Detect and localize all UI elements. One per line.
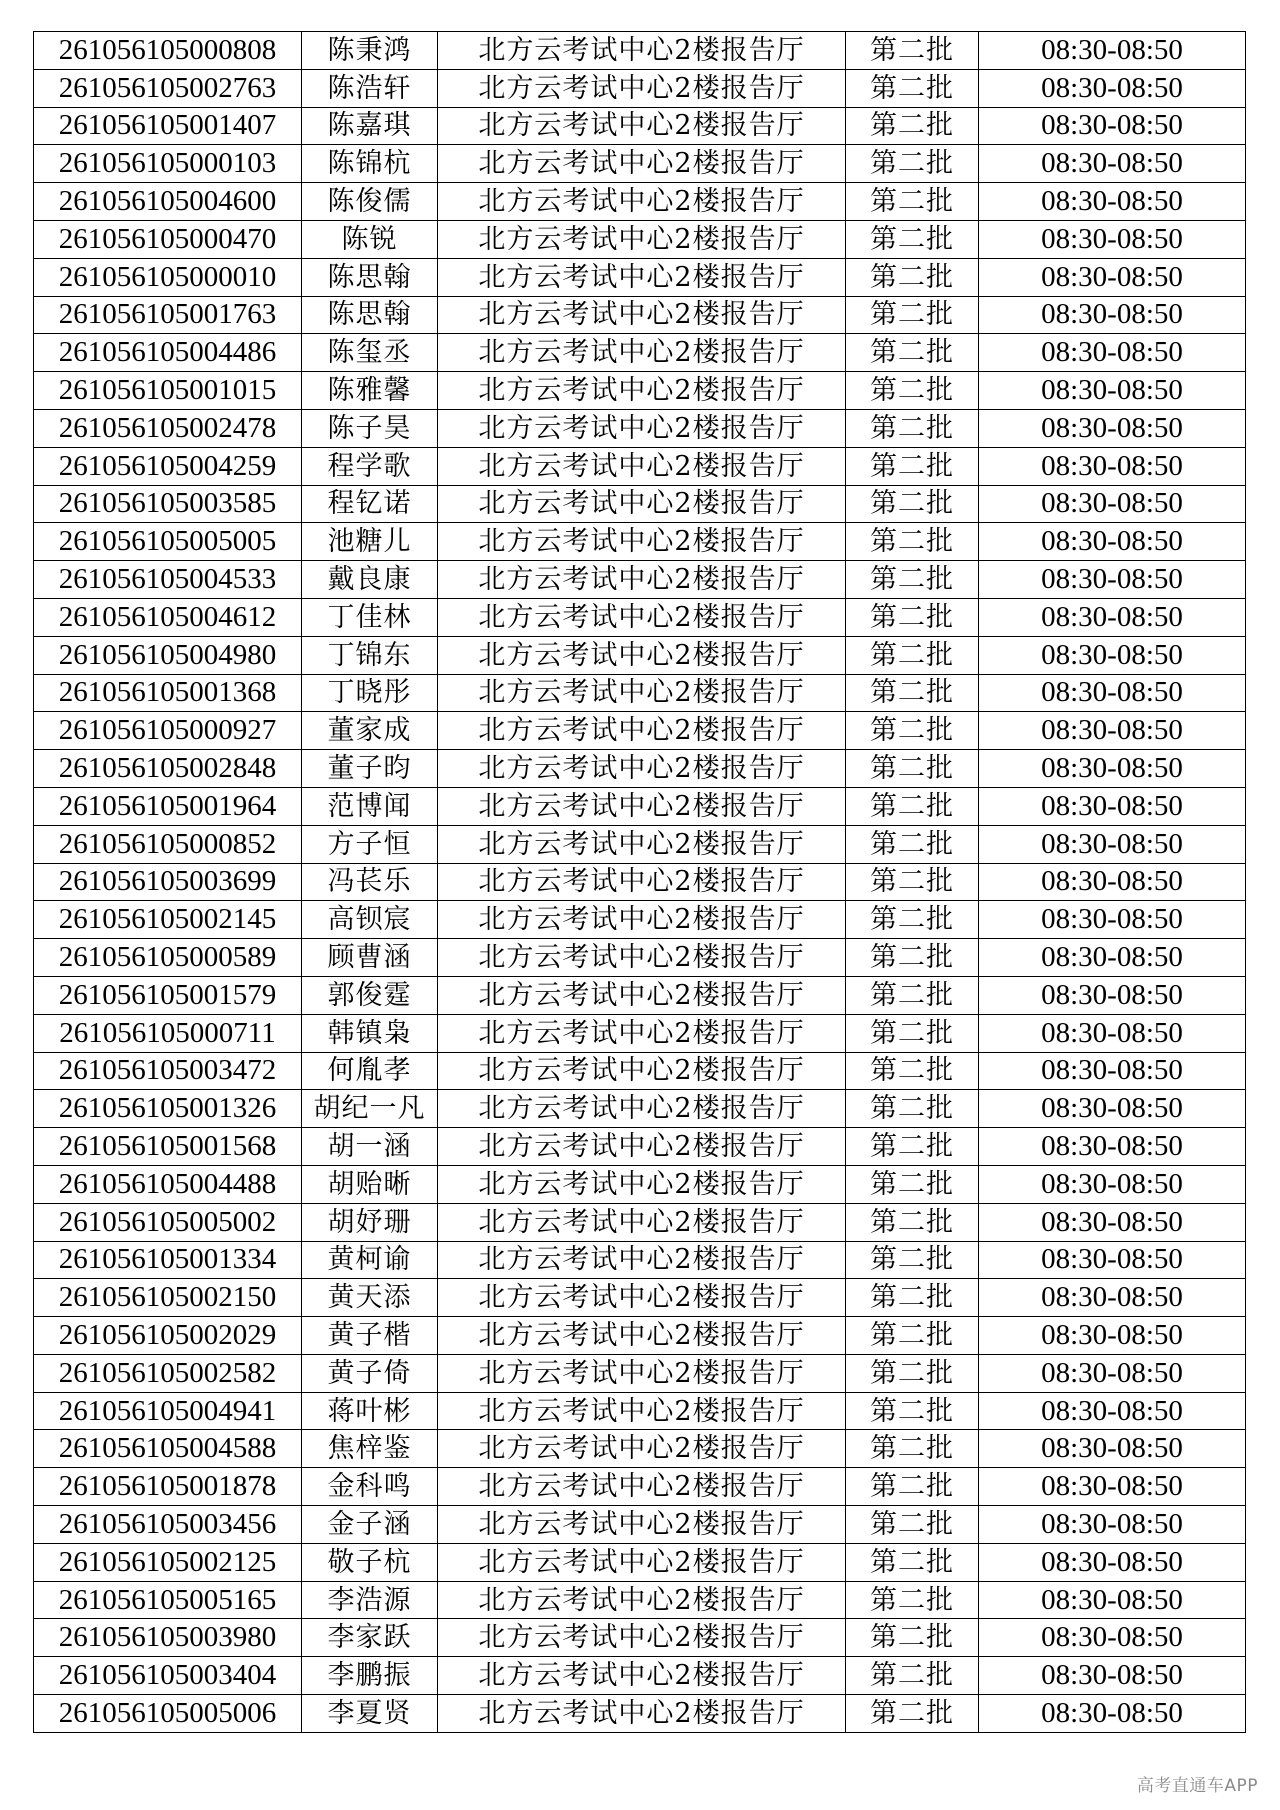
batch-cell: 第二批 bbox=[846, 561, 979, 599]
candidate-name-cell: 冯苌乐 bbox=[302, 863, 438, 901]
batch-cell: 第二批 bbox=[846, 1014, 979, 1052]
venue-cell: 北方云考试中心2楼报告厅 bbox=[438, 976, 846, 1014]
venue-cell: 北方云考试中心2楼报告厅 bbox=[438, 636, 846, 674]
venue-cell: 北方云考试中心2楼报告厅 bbox=[438, 712, 846, 750]
candidate-id-cell: 261056105002848 bbox=[34, 750, 302, 788]
venue-cell: 北方云考试中心2楼报告厅 bbox=[438, 1543, 846, 1581]
venue-cell: 北方云考试中心2楼报告厅 bbox=[438, 1392, 846, 1430]
venue-cell: 北方云考试中心2楼报告厅 bbox=[438, 1014, 846, 1052]
venue-cell: 北方云考试中心2楼报告厅 bbox=[438, 1317, 846, 1355]
time-slot-cell: 08:30-08:50 bbox=[979, 1203, 1246, 1241]
table-row bbox=[34, 939, 1246, 977]
candidate-name-cell: 黄柯谕 bbox=[302, 1241, 438, 1279]
time-slot-cell: 08:30-08:50 bbox=[979, 1506, 1246, 1544]
table-row bbox=[34, 296, 1246, 334]
candidate-name-cell: 李浩源 bbox=[302, 1581, 438, 1619]
time-slot-cell: 08:30-08:50 bbox=[979, 712, 1246, 750]
candidate-id-cell: 261056105004259 bbox=[34, 447, 302, 485]
candidate-id-cell: 261056105002125 bbox=[34, 1543, 302, 1581]
time-slot-cell: 08:30-08:50 bbox=[979, 32, 1246, 70]
venue-cell: 北方云考试中心2楼报告厅 bbox=[438, 258, 846, 296]
venue-cell: 北方云考试中心2楼报告厅 bbox=[438, 447, 846, 485]
batch-cell: 第二批 bbox=[846, 1430, 979, 1468]
batch-cell: 第二批 bbox=[846, 901, 979, 939]
candidate-name-cell: 陈锦杭 bbox=[302, 145, 438, 183]
batch-cell: 第二批 bbox=[846, 258, 979, 296]
candidate-name-cell: 陈秉鸿 bbox=[302, 32, 438, 70]
table-row bbox=[34, 1128, 1246, 1166]
candidate-name-cell: 焦梓鉴 bbox=[302, 1430, 438, 1468]
table-row bbox=[34, 1165, 1246, 1203]
table-row bbox=[34, 258, 1246, 296]
venue-cell: 北方云考试中心2楼报告厅 bbox=[438, 1203, 846, 1241]
time-slot-cell: 08:30-08:50 bbox=[979, 1279, 1246, 1317]
candidate-name-cell: 陈玺丞 bbox=[302, 334, 438, 372]
candidate-name-cell: 黄子楷 bbox=[302, 1317, 438, 1355]
table-row bbox=[34, 1657, 1246, 1695]
time-slot-cell: 08:30-08:50 bbox=[979, 598, 1246, 636]
candidate-id-cell: 261056105000927 bbox=[34, 712, 302, 750]
batch-cell: 第二批 bbox=[846, 598, 979, 636]
candidate-name-cell: 李夏贤 bbox=[302, 1695, 438, 1733]
table-row bbox=[34, 334, 1246, 372]
batch-cell: 第二批 bbox=[846, 1657, 979, 1695]
time-slot-cell: 08:30-08:50 bbox=[979, 1657, 1246, 1695]
candidate-id-cell: 261056105004612 bbox=[34, 598, 302, 636]
table-row bbox=[34, 712, 1246, 750]
batch-cell: 第二批 bbox=[846, 1128, 979, 1166]
time-slot-cell: 08:30-08:50 bbox=[979, 1581, 1246, 1619]
venue-cell: 北方云考试中心2楼报告厅 bbox=[438, 145, 846, 183]
candidate-id-cell: 261056105000808 bbox=[34, 32, 302, 70]
candidate-name-cell: 陈子昊 bbox=[302, 409, 438, 447]
venue-cell: 北方云考试中心2楼报告厅 bbox=[438, 1241, 846, 1279]
candidate-id-cell: 261056105005165 bbox=[34, 1581, 302, 1619]
table-row bbox=[34, 69, 1246, 107]
time-slot-cell: 08:30-08:50 bbox=[979, 1619, 1246, 1657]
candidate-id-cell: 261056105001368 bbox=[34, 674, 302, 712]
time-slot-cell: 08:30-08:50 bbox=[979, 1052, 1246, 1090]
table-row bbox=[34, 863, 1246, 901]
candidate-name-cell: 陈浩轩 bbox=[302, 69, 438, 107]
venue-cell: 北方云考试中心2楼报告厅 bbox=[438, 1506, 846, 1544]
venue-cell: 北方云考试中心2楼报告厅 bbox=[438, 1695, 846, 1733]
venue-cell: 北方云考试中心2楼报告厅 bbox=[438, 1581, 846, 1619]
venue-cell: 北方云考试中心2楼报告厅 bbox=[438, 409, 846, 447]
venue-cell: 北方云考试中心2楼报告厅 bbox=[438, 825, 846, 863]
candidate-id-cell: 261056105003980 bbox=[34, 1619, 302, 1657]
candidate-id-cell: 261056105004588 bbox=[34, 1430, 302, 1468]
batch-cell: 第二批 bbox=[846, 1317, 979, 1355]
table-row bbox=[34, 787, 1246, 825]
venue-cell: 北方云考试中心2楼报告厅 bbox=[438, 220, 846, 258]
candidate-name-cell: 高钡宸 bbox=[302, 901, 438, 939]
venue-cell: 北方云考试中心2楼报告厅 bbox=[438, 334, 846, 372]
time-slot-cell: 08:30-08:50 bbox=[979, 372, 1246, 410]
batch-cell: 第二批 bbox=[846, 334, 979, 372]
time-slot-cell: 08:30-08:50 bbox=[979, 183, 1246, 221]
time-slot-cell: 08:30-08:50 bbox=[979, 485, 1246, 523]
venue-cell: 北方云考试中心2楼报告厅 bbox=[438, 1279, 846, 1317]
candidate-name-cell: 陈锐 bbox=[302, 220, 438, 258]
batch-cell: 第二批 bbox=[846, 372, 979, 410]
candidate-name-cell: 范博闻 bbox=[302, 787, 438, 825]
table-row bbox=[34, 1695, 1246, 1733]
candidate-id-cell: 261056105004486 bbox=[34, 334, 302, 372]
table-row bbox=[34, 901, 1246, 939]
venue-cell: 北方云考试中心2楼报告厅 bbox=[438, 523, 846, 561]
batch-cell: 第二批 bbox=[846, 485, 979, 523]
table-row bbox=[34, 1543, 1246, 1581]
time-slot-cell: 08:30-08:50 bbox=[979, 1468, 1246, 1506]
time-slot-cell: 08:30-08:50 bbox=[979, 1241, 1246, 1279]
table-row bbox=[34, 825, 1246, 863]
batch-cell: 第二批 bbox=[846, 712, 979, 750]
time-slot-cell: 08:30-08:50 bbox=[979, 447, 1246, 485]
candidate-id-cell: 261056105004980 bbox=[34, 636, 302, 674]
candidate-id-cell: 261056105000711 bbox=[34, 1014, 302, 1052]
time-slot-cell: 08:30-08:50 bbox=[979, 636, 1246, 674]
table-row bbox=[34, 183, 1246, 221]
candidate-id-cell: 261056105002029 bbox=[34, 1317, 302, 1355]
batch-cell: 第二批 bbox=[846, 69, 979, 107]
candidate-name-cell: 陈雅馨 bbox=[302, 372, 438, 410]
candidate-name-cell: 程钇诺 bbox=[302, 485, 438, 523]
candidate-name-cell: 丁晓彤 bbox=[302, 674, 438, 712]
time-slot-cell: 08:30-08:50 bbox=[979, 1354, 1246, 1392]
batch-cell: 第二批 bbox=[846, 1279, 979, 1317]
candidate-id-cell: 261056105001326 bbox=[34, 1090, 302, 1128]
batch-cell: 第二批 bbox=[846, 1090, 979, 1128]
time-slot-cell: 08:30-08:50 bbox=[979, 1695, 1246, 1733]
batch-cell: 第二批 bbox=[846, 1354, 979, 1392]
time-slot-cell: 08:30-08:50 bbox=[979, 1128, 1246, 1166]
candidate-name-cell: 董子昀 bbox=[302, 750, 438, 788]
candidate-name-cell: 陈嘉琪 bbox=[302, 107, 438, 145]
time-slot-cell: 08:30-08:50 bbox=[979, 523, 1246, 561]
table-row bbox=[34, 750, 1246, 788]
venue-cell: 北方云考试中心2楼报告厅 bbox=[438, 1430, 846, 1468]
venue-cell: 北方云考试中心2楼报告厅 bbox=[438, 1619, 846, 1657]
time-slot-cell: 08:30-08:50 bbox=[979, 145, 1246, 183]
candidate-name-cell: 何胤孝 bbox=[302, 1052, 438, 1090]
table-row bbox=[34, 372, 1246, 410]
table-row bbox=[34, 636, 1246, 674]
time-slot-cell: 08:30-08:50 bbox=[979, 901, 1246, 939]
candidate-name-cell: 金科鸣 bbox=[302, 1468, 438, 1506]
exam-roster-table bbox=[33, 31, 1246, 1733]
time-slot-cell: 08:30-08:50 bbox=[979, 1165, 1246, 1203]
time-slot-cell: 08:30-08:50 bbox=[979, 1543, 1246, 1581]
time-slot-cell: 08:30-08:50 bbox=[979, 976, 1246, 1014]
batch-cell: 第二批 bbox=[846, 1392, 979, 1430]
candidate-name-cell: 郭俊霆 bbox=[302, 976, 438, 1014]
candidate-name-cell: 丁锦东 bbox=[302, 636, 438, 674]
venue-cell: 北方云考试中心2楼报告厅 bbox=[438, 107, 846, 145]
table-row bbox=[34, 1430, 1246, 1468]
batch-cell: 第二批 bbox=[846, 220, 979, 258]
candidate-id-cell: 261056105003456 bbox=[34, 1506, 302, 1544]
batch-cell: 第二批 bbox=[846, 1165, 979, 1203]
candidate-id-cell: 261056105000010 bbox=[34, 258, 302, 296]
table-row bbox=[34, 976, 1246, 1014]
candidate-id-cell: 261056105000589 bbox=[34, 939, 302, 977]
venue-cell: 北方云考试中心2楼报告厅 bbox=[438, 183, 846, 221]
table-row bbox=[34, 1392, 1246, 1430]
candidate-name-cell: 黄子倚 bbox=[302, 1354, 438, 1392]
table-row bbox=[34, 32, 1246, 70]
time-slot-cell: 08:30-08:50 bbox=[979, 409, 1246, 447]
venue-cell: 北方云考试中心2楼报告厅 bbox=[438, 372, 846, 410]
batch-cell: 第二批 bbox=[846, 939, 979, 977]
venue-cell: 北方云考试中心2楼报告厅 bbox=[438, 863, 846, 901]
venue-cell: 北方云考试中心2楼报告厅 bbox=[438, 561, 846, 599]
table-row bbox=[34, 598, 1246, 636]
candidate-name-cell: 程学歌 bbox=[302, 447, 438, 485]
candidate-id-cell: 261056105001763 bbox=[34, 296, 302, 334]
candidate-id-cell: 261056105000852 bbox=[34, 825, 302, 863]
candidate-id-cell: 261056105002582 bbox=[34, 1354, 302, 1392]
candidate-name-cell: 方子恒 bbox=[302, 825, 438, 863]
batch-cell: 第二批 bbox=[846, 523, 979, 561]
venue-cell: 北方云考试中心2楼报告厅 bbox=[438, 1165, 846, 1203]
batch-cell: 第二批 bbox=[846, 1052, 979, 1090]
candidate-id-cell: 261056105005002 bbox=[34, 1203, 302, 1241]
table-row bbox=[34, 220, 1246, 258]
candidate-id-cell: 261056105003404 bbox=[34, 1657, 302, 1695]
table-row bbox=[34, 1052, 1246, 1090]
table-row bbox=[34, 1317, 1246, 1355]
batch-cell: 第二批 bbox=[846, 32, 979, 70]
candidate-id-cell: 261056105003699 bbox=[34, 863, 302, 901]
batch-cell: 第二批 bbox=[846, 825, 979, 863]
table-row bbox=[34, 1241, 1246, 1279]
candidate-name-cell: 敬子杭 bbox=[302, 1543, 438, 1581]
candidate-name-cell: 丁佳林 bbox=[302, 598, 438, 636]
candidate-id-cell: 261056105001568 bbox=[34, 1128, 302, 1166]
candidate-id-cell: 261056105000470 bbox=[34, 220, 302, 258]
venue-cell: 北方云考试中心2楼报告厅 bbox=[438, 598, 846, 636]
table-row bbox=[34, 107, 1246, 145]
candidate-id-cell: 261056105004600 bbox=[34, 183, 302, 221]
candidate-id-cell: 261056105002478 bbox=[34, 409, 302, 447]
table-row bbox=[34, 561, 1246, 599]
table-row bbox=[34, 1619, 1246, 1657]
batch-cell: 第二批 bbox=[846, 674, 979, 712]
venue-cell: 北方云考试中心2楼报告厅 bbox=[438, 32, 846, 70]
candidate-name-cell: 韩镇枭 bbox=[302, 1014, 438, 1052]
venue-cell: 北方云考试中心2楼报告厅 bbox=[438, 1128, 846, 1166]
time-slot-cell: 08:30-08:50 bbox=[979, 296, 1246, 334]
venue-cell: 北方云考试中心2楼报告厅 bbox=[438, 1052, 846, 1090]
batch-cell: 第二批 bbox=[846, 107, 979, 145]
candidate-id-cell: 261056105002150 bbox=[34, 1279, 302, 1317]
table-row bbox=[34, 1468, 1246, 1506]
batch-cell: 第二批 bbox=[846, 750, 979, 788]
venue-cell: 北方云考试中心2楼报告厅 bbox=[438, 750, 846, 788]
time-slot-cell: 08:30-08:50 bbox=[979, 825, 1246, 863]
table-row bbox=[34, 485, 1246, 523]
time-slot-cell: 08:30-08:50 bbox=[979, 220, 1246, 258]
batch-cell: 第二批 bbox=[846, 863, 979, 901]
time-slot-cell: 08:30-08:50 bbox=[979, 674, 1246, 712]
table-row bbox=[34, 1014, 1246, 1052]
time-slot-cell: 08:30-08:50 bbox=[979, 1317, 1246, 1355]
batch-cell: 第二批 bbox=[846, 183, 979, 221]
batch-cell: 第二批 bbox=[846, 409, 979, 447]
candidate-name-cell: 黄天添 bbox=[302, 1279, 438, 1317]
table-row bbox=[34, 1506, 1246, 1544]
venue-cell: 北方云考试中心2楼报告厅 bbox=[438, 485, 846, 523]
candidate-name-cell: 戴良康 bbox=[302, 561, 438, 599]
batch-cell: 第二批 bbox=[846, 787, 979, 825]
candidate-id-cell: 261056105004533 bbox=[34, 561, 302, 599]
venue-cell: 北方云考试中心2楼报告厅 bbox=[438, 901, 846, 939]
batch-cell: 第二批 bbox=[846, 1581, 979, 1619]
table-row bbox=[34, 674, 1246, 712]
batch-cell: 第二批 bbox=[846, 1695, 979, 1733]
time-slot-cell: 08:30-08:50 bbox=[979, 1392, 1246, 1430]
table-row bbox=[34, 145, 1246, 183]
table-row bbox=[34, 409, 1246, 447]
time-slot-cell: 08:30-08:50 bbox=[979, 69, 1246, 107]
table-row bbox=[34, 1354, 1246, 1392]
batch-cell: 第二批 bbox=[846, 976, 979, 1014]
table-row bbox=[34, 1203, 1246, 1241]
candidate-id-cell: 261056105002145 bbox=[34, 901, 302, 939]
batch-cell: 第二批 bbox=[846, 1203, 979, 1241]
candidate-name-cell: 董家成 bbox=[302, 712, 438, 750]
time-slot-cell: 08:30-08:50 bbox=[979, 1014, 1246, 1052]
candidate-id-cell: 261056105001407 bbox=[34, 107, 302, 145]
venue-cell: 北方云考试中心2楼报告厅 bbox=[438, 1468, 846, 1506]
venue-cell: 北方云考试中心2楼报告厅 bbox=[438, 296, 846, 334]
table-row bbox=[34, 1279, 1246, 1317]
time-slot-cell: 08:30-08:50 bbox=[979, 939, 1246, 977]
candidate-name-cell: 池糖儿 bbox=[302, 523, 438, 561]
candidate-id-cell: 261056105001964 bbox=[34, 787, 302, 825]
batch-cell: 第二批 bbox=[846, 447, 979, 485]
venue-cell: 北方云考试中心2楼报告厅 bbox=[438, 1090, 846, 1128]
table-row bbox=[34, 1090, 1246, 1128]
candidate-id-cell: 261056105003472 bbox=[34, 1052, 302, 1090]
time-slot-cell: 08:30-08:50 bbox=[979, 334, 1246, 372]
candidate-name-cell: 顾曹涵 bbox=[302, 939, 438, 977]
time-slot-cell: 08:30-08:50 bbox=[979, 1090, 1246, 1128]
time-slot-cell: 08:30-08:50 bbox=[979, 258, 1246, 296]
candidate-name-cell: 胡妤珊 bbox=[302, 1203, 438, 1241]
venue-cell: 北方云考试中心2楼报告厅 bbox=[438, 939, 846, 977]
candidate-id-cell: 261056105001878 bbox=[34, 1468, 302, 1506]
candidate-id-cell: 261056105005006 bbox=[34, 1695, 302, 1733]
candidate-name-cell: 胡纪一凡 bbox=[302, 1090, 438, 1128]
batch-cell: 第二批 bbox=[846, 1468, 979, 1506]
batch-cell: 第二批 bbox=[846, 296, 979, 334]
candidate-id-cell: 261056105005005 bbox=[34, 523, 302, 561]
candidate-id-cell: 261056105001334 bbox=[34, 1241, 302, 1279]
candidate-name-cell: 陈思翰 bbox=[302, 258, 438, 296]
table-row bbox=[34, 1581, 1246, 1619]
time-slot-cell: 08:30-08:50 bbox=[979, 787, 1246, 825]
venue-cell: 北方云考试中心2楼报告厅 bbox=[438, 674, 846, 712]
batch-cell: 第二批 bbox=[846, 1543, 979, 1581]
candidate-name-cell: 李鹏振 bbox=[302, 1657, 438, 1695]
time-slot-cell: 08:30-08:50 bbox=[979, 107, 1246, 145]
candidate-id-cell: 261056105001015 bbox=[34, 372, 302, 410]
time-slot-cell: 08:30-08:50 bbox=[979, 561, 1246, 599]
candidate-id-cell: 261056105000103 bbox=[34, 145, 302, 183]
venue-cell: 北方云考试中心2楼报告厅 bbox=[438, 1354, 846, 1392]
roster-body bbox=[34, 32, 1246, 1733]
candidate-name-cell: 胡一涵 bbox=[302, 1128, 438, 1166]
batch-cell: 第二批 bbox=[846, 1241, 979, 1279]
candidate-name-cell: 胡贻晰 bbox=[302, 1165, 438, 1203]
table-row bbox=[34, 523, 1246, 561]
table-row bbox=[34, 447, 1246, 485]
batch-cell: 第二批 bbox=[846, 1506, 979, 1544]
candidate-name-cell: 陈思翰 bbox=[302, 296, 438, 334]
candidate-name-cell: 陈俊儒 bbox=[302, 183, 438, 221]
venue-cell: 北方云考试中心2楼报告厅 bbox=[438, 69, 846, 107]
candidate-name-cell: 李家跃 bbox=[302, 1619, 438, 1657]
candidate-name-cell: 蒋叶彬 bbox=[302, 1392, 438, 1430]
batch-cell: 第二批 bbox=[846, 636, 979, 674]
time-slot-cell: 08:30-08:50 bbox=[979, 863, 1246, 901]
candidate-name-cell: 金子涵 bbox=[302, 1506, 438, 1544]
candidate-id-cell: 261056105004488 bbox=[34, 1165, 302, 1203]
venue-cell: 北方云考试中心2楼报告厅 bbox=[438, 787, 846, 825]
candidate-id-cell: 261056105002763 bbox=[34, 69, 302, 107]
time-slot-cell: 08:30-08:50 bbox=[979, 1430, 1246, 1468]
batch-cell: 第二批 bbox=[846, 1619, 979, 1657]
candidate-id-cell: 261056105004941 bbox=[34, 1392, 302, 1430]
time-slot-cell: 08:30-08:50 bbox=[979, 750, 1246, 788]
venue-cell: 北方云考试中心2楼报告厅 bbox=[438, 1657, 846, 1695]
watermark-text: 高考直通车APP bbox=[1136, 1776, 1258, 1796]
candidate-id-cell: 261056105001579 bbox=[34, 976, 302, 1014]
candidate-id-cell: 261056105003585 bbox=[34, 485, 302, 523]
batch-cell: 第二批 bbox=[846, 145, 979, 183]
